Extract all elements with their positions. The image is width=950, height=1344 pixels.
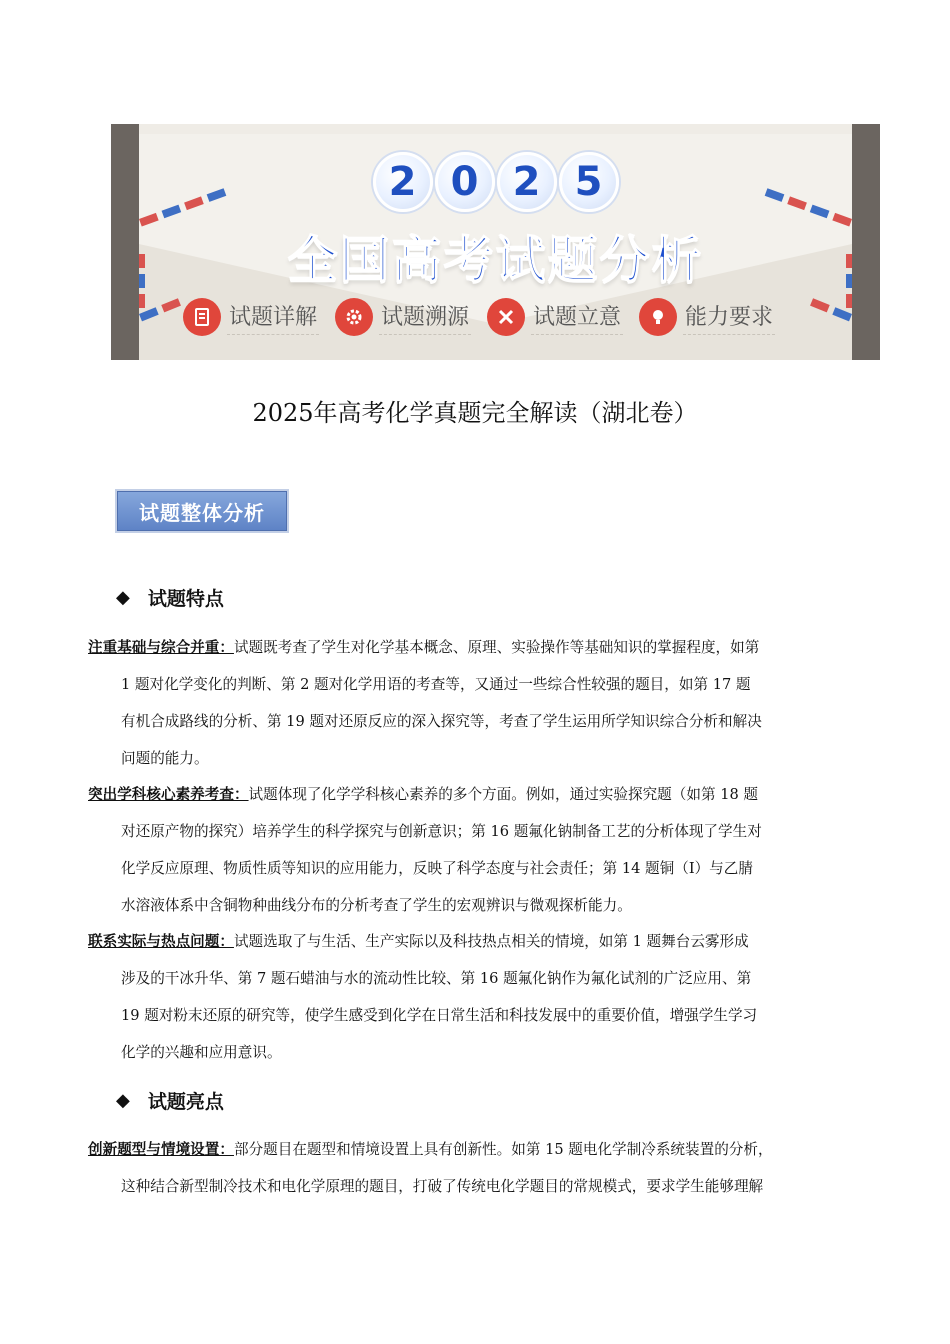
paragraph-line: 19 题对粉末还原的研究等，使学生感受到化学在日常生活和科技发展中的重要价值，增强学生学习 (121, 1007, 758, 1024)
header-banner (111, 124, 880, 360)
lightbulb-icon (639, 298, 677, 336)
paragraph-lead: 联系实际与热点问题： (88, 933, 234, 950)
paragraph-line: 试题选取了与生活、生产实际以及科技热点相关的情境，如第 1 题舞台云雾形成 (233, 933, 749, 950)
diamond-bullet-icon: ◆ (116, 1090, 130, 1111)
year-digit-badge: 0 (435, 152, 495, 212)
section-heading-text: 试题特点 (147, 588, 224, 610)
paragraph-line: 有机合成路线的分析、第 19 题对还原反应的深入探究等，考查了学生运用所学知识综合分析和解决 (121, 713, 762, 730)
paragraph-lead: 创新题型与情境设置： (88, 1141, 234, 1158)
gear-icon (335, 298, 373, 336)
tag-item (335, 298, 471, 336)
year-badges (111, 152, 880, 212)
paragraph (88, 923, 864, 1071)
document-icon (183, 298, 221, 336)
paragraph-lead: 注重基础与综合并重： (88, 639, 234, 656)
paragraph-line: 试题既考查了学生对化学基本概念、原理、实验操作等基础知识的掌握程度，如第 (233, 639, 760, 656)
paragraph-lead: 突出学科核心素养考查： (88, 786, 249, 803)
section-heading (116, 1087, 224, 1114)
year-digit-badge: 5 (559, 152, 619, 212)
paragraph (88, 1131, 864, 1205)
document-title: 2025年高考化学真题完全解读（湖北卷） (252, 399, 698, 427)
paragraph-line: 1 题对化学变化的判断、第 2 题对化学用语的考查等，又通过一些综合性较强的题目，如第 17 题 (121, 676, 751, 693)
paragraph-line: 问题的能力。 (121, 750, 209, 767)
tag-label: 能力要求 (683, 300, 775, 335)
paragraph-line: 水溶液体系中含铜物种曲线分布的分析考查了学生的宏观辨识与微观探析能力。 (121, 897, 632, 914)
section-heading (116, 584, 224, 611)
section-heading-text: 试题亮点 (147, 1091, 224, 1113)
tag-label: 试题立意 (531, 300, 623, 335)
diamond-bullet-icon: ◆ (116, 587, 130, 608)
paragraph-line: 部分题目在题型和情境设置上具有创新性。如第 15 题电化学制冷系统装置的分析， (233, 1141, 773, 1158)
year-digit-badge: 2 (373, 152, 433, 212)
section-label-box: 试题整体分析 (117, 491, 287, 531)
paragraph-line: 化学的兴趣和应用意识。 (121, 1044, 282, 1061)
tools-icon (487, 298, 525, 336)
paragraph-line: 涉及的干冰升华、第 7 题石蜡油与水的流动性比较、第 16 题氟化钠作为氟化试剂的广泛应用、第 (121, 970, 752, 987)
paragraph (88, 629, 864, 777)
paragraph-line: 这种结合新型制冷技术和电化学原理的题目，打破了传统电化学题目的常规模式，要求学生能够理解 (121, 1178, 764, 1195)
tag-item (487, 298, 623, 336)
tag-label: 试题溯源 (379, 300, 471, 335)
tag-item (639, 298, 775, 336)
paragraph-line: 化学反应原理、物质性质等知识的应用能力，反映了科学态度与社会责任；第 14 题铜（I）与乙腈 (121, 860, 753, 877)
tag-label: 试题详解 (227, 300, 319, 335)
banner-tags (183, 298, 775, 336)
banner-title: 全国高考试题分析 (287, 231, 704, 289)
year-digit-badge: 2 (497, 152, 557, 212)
paragraph (88, 776, 864, 924)
paragraph-line: 对还原产物的探究）培养学生的科学探究与创新意识；第 16 题氟化钠制备工艺的分析体现了学生对 (121, 823, 762, 840)
paragraph-line: 试题体现了化学学科核心素养的多个方面。例如，通过实验探究题（如第 18 题 (248, 786, 758, 803)
tag-item (183, 298, 319, 336)
